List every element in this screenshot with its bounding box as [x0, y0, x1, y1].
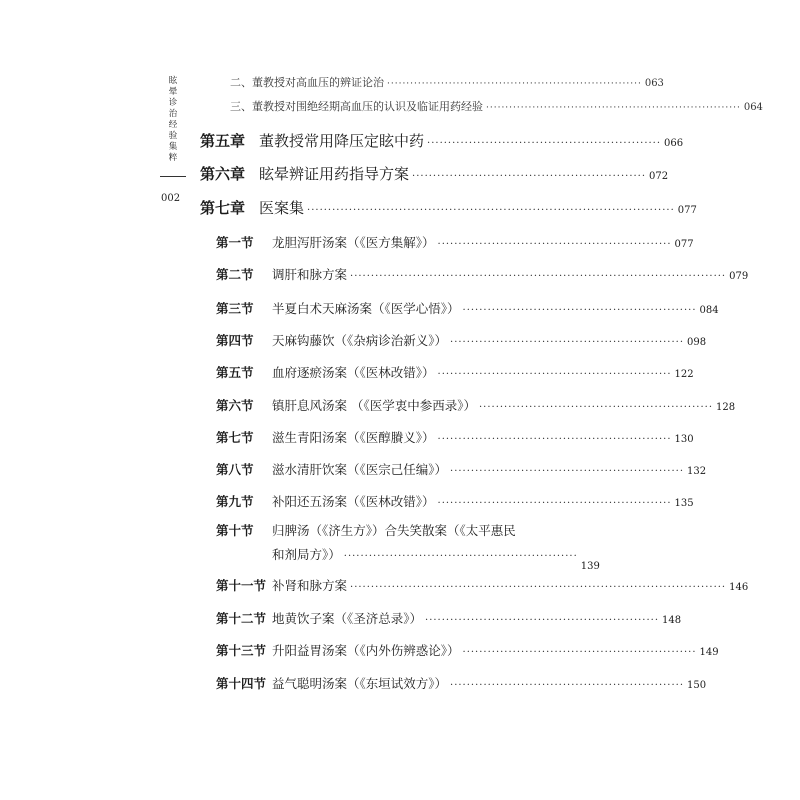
- section-number: 第十一节: [216, 578, 267, 593]
- dot-leader: ························································: [437, 239, 672, 250]
- toc-section[interactable]: [216, 460, 707, 478]
- dot-leader: ························································: [412, 171, 647, 182]
- toc-page-number: 146: [729, 582, 749, 593]
- toc-page-number: 149: [699, 647, 719, 658]
- running-book-title: 眩晕诊治经验集粹: [168, 76, 178, 163]
- chapter-title: 眩晕辨证用药指导方案: [259, 165, 410, 183]
- section-title: 血府逐瘀汤案（《医林改错》）: [272, 365, 435, 380]
- dot-leader: ························································: [427, 138, 662, 149]
- section-number: 第二节: [216, 267, 254, 282]
- dot-leader: ························································: [437, 434, 672, 445]
- dot-leader: ························································································: [307, 205, 675, 216]
- section-number: 第十节: [216, 523, 254, 538]
- section-number: 第五节: [216, 365, 254, 380]
- toc-section[interactable]: [216, 641, 719, 659]
- toc-section[interactable]: [216, 492, 694, 510]
- toc-entry-label: 二、董教授对高血压的辨证论治: [230, 76, 384, 89]
- dot-leader: ························································: [462, 647, 697, 658]
- toc-entry-label: 三、董教授对围绝经期高血压的认识及临证用药经验: [230, 100, 483, 113]
- section-number: 第六节: [216, 398, 254, 413]
- toc-section[interactable]: [216, 428, 694, 446]
- section-number: 第八节: [216, 462, 254, 477]
- toc-page-number: 150: [687, 680, 707, 691]
- dot-leader: ··························································································: [350, 271, 727, 282]
- toc-chapter[interactable]: [200, 130, 684, 151]
- chapter-title: 董教授常用降压定眩中药: [259, 132, 425, 150]
- toc-page-number: 139: [580, 561, 600, 572]
- section-title-line2: 和剂局方》）: [272, 547, 341, 562]
- toc-page-number: 098: [687, 337, 707, 348]
- toc-page-number: 148: [662, 615, 682, 626]
- toc-section[interactable]: [216, 299, 719, 317]
- toc-chapter[interactable]: [200, 197, 697, 218]
- toc-page-number: 130: [674, 434, 694, 445]
- toc-page-number: 077: [677, 205, 697, 216]
- section-number: 第七节: [216, 430, 254, 445]
- section-number: 第十二节: [216, 611, 267, 626]
- section-title: 滋生青阳汤案（《医醇賸义》）: [272, 430, 435, 445]
- toc-page-number: 063: [644, 78, 664, 89]
- toc-section[interactable]: [216, 331, 707, 349]
- toc-section[interactable]: [216, 609, 682, 627]
- section-title: 半夏白术天麻汤案（《医学心悟》）: [272, 301, 460, 316]
- chapter-number: 第七章: [200, 199, 246, 217]
- dot-leader: ························································: [450, 337, 685, 348]
- toc-page-number: 132: [687, 466, 707, 477]
- toc-section-multiline[interactable]: [216, 521, 600, 572]
- toc-chapter[interactable]: [200, 163, 669, 184]
- toc-section[interactable]: [216, 265, 749, 283]
- toc-subsection[interactable]: [230, 74, 664, 90]
- dot-leader: ··································································: [486, 103, 741, 113]
- section-number: 第九节: [216, 494, 254, 509]
- toc-page-number: 079: [729, 271, 749, 282]
- dot-leader: ························································: [343, 551, 578, 562]
- dot-leader: ························································: [437, 369, 672, 380]
- dot-leader: ························································: [462, 305, 697, 316]
- chapter-title: 医案集: [259, 199, 305, 217]
- chapter-number: 第五章: [200, 132, 246, 150]
- section-number: 第十四节: [216, 676, 267, 691]
- section-number: 第四节: [216, 333, 254, 348]
- toc-section[interactable]: [216, 363, 694, 381]
- toc-page-number: 135: [674, 498, 694, 509]
- toc-page-number: 064: [743, 102, 763, 113]
- dot-leader: ··································································: [387, 79, 642, 89]
- section-title: 升阳益胃汤案（《内外伤辨惑论》）: [272, 643, 460, 658]
- dot-leader: ························································: [450, 466, 685, 477]
- section-number: 第十三节: [216, 643, 267, 658]
- toc-page-number: 066: [664, 138, 684, 149]
- toc-section[interactable]: [216, 396, 736, 414]
- toc-page-number: 077: [674, 239, 694, 250]
- toc-subsection[interactable]: [230, 98, 763, 114]
- section-title: 龙胆泻肝汤案（《医方集解》）: [272, 235, 435, 250]
- dot-leader: ························································: [425, 615, 660, 626]
- section-title: 补阳还五汤案（《医林改错》）: [272, 494, 435, 509]
- dot-leader: ························································: [478, 402, 713, 413]
- table-of-contents: [200, 0, 763, 800]
- section-number: 第三节: [216, 301, 254, 316]
- section-title: 滋水清肝饮案（《医宗己任编》）: [272, 462, 448, 477]
- toc-page-number: 128: [716, 402, 736, 413]
- section-title: 天麻钩藤饮（《杂病诊治新义》）: [272, 333, 448, 348]
- toc-page-number: 084: [699, 305, 719, 316]
- dot-leader: ························································: [450, 680, 685, 691]
- section-title: 益气聪明汤案（《东垣试效方》）: [272, 676, 448, 691]
- section-title: 补肾和脉方案: [272, 578, 348, 593]
- toc-page-number: 122: [674, 369, 694, 380]
- section-title: 地黄饮子案（《圣济总录》）: [272, 611, 423, 626]
- section-title-line1: 归脾汤（《济生方》）合失笑散案（《太平惠民: [272, 523, 516, 538]
- section-title: 镇肝息风汤案 （《医学衷中参西录》）: [272, 398, 476, 413]
- section-title: 调肝和脉方案: [272, 267, 348, 282]
- section-number: 第一节: [216, 235, 254, 250]
- toc-section[interactable]: [216, 576, 749, 594]
- dot-leader: ························································: [437, 498, 672, 509]
- dot-leader: ··························································································: [350, 582, 727, 593]
- page-number: 002: [161, 193, 181, 204]
- toc-section[interactable]: [216, 233, 694, 251]
- toc-section[interactable]: [216, 674, 707, 692]
- toc-page-number: 072: [649, 171, 669, 182]
- chapter-number: 第六章: [200, 165, 246, 183]
- margin-rule: [160, 176, 186, 177]
